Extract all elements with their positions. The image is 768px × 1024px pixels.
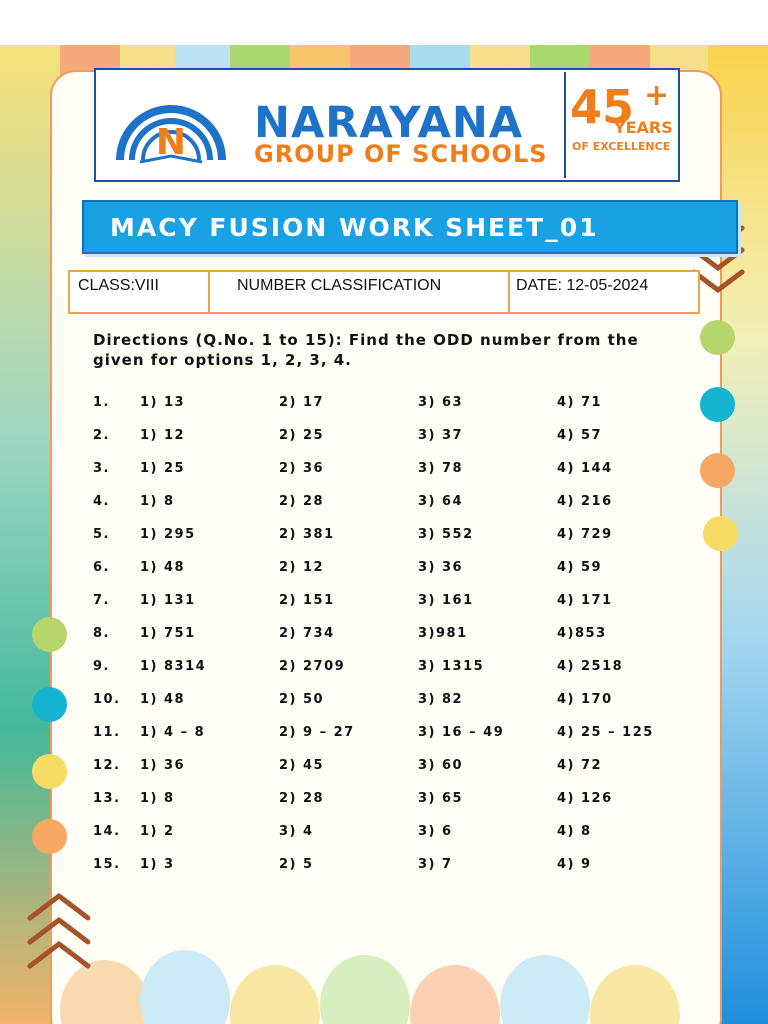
option-2: 2) 36: [279, 461, 325, 476]
option-1: 1) 8314: [140, 659, 207, 674]
brand-subtitle: GROUP OF SCHOOLS: [254, 140, 548, 168]
option-3: 3)981: [418, 626, 468, 641]
option-4: 4) 171: [557, 593, 613, 608]
option-4: 4) 25 – 125: [557, 725, 654, 740]
option-4: 4) 9: [557, 857, 592, 872]
option-3: 3) 1315: [418, 659, 485, 674]
option-2: 2) 9 – 27: [279, 725, 355, 740]
teal-dot: [32, 687, 67, 722]
option-3: 3) 161: [418, 593, 474, 608]
worksheet-title: MACY FUSION WORK SHEET_01: [110, 213, 599, 242]
option-3: 3) 78: [418, 461, 464, 476]
option-2: 2) 25: [279, 428, 325, 443]
question-number: 10.: [93, 692, 121, 707]
yellow-dot: [703, 516, 738, 551]
option-4: 4)853: [557, 626, 607, 641]
question-number: 1.: [93, 395, 110, 410]
option-4: 4) 144: [557, 461, 613, 476]
option-2: 3) 4: [279, 824, 314, 839]
option-1: 1) 48: [140, 692, 186, 707]
orange-dot: [32, 819, 67, 854]
option-4: 4) 59: [557, 560, 603, 575]
option-3: 3) 65: [418, 791, 464, 806]
badge-plus: +: [644, 78, 670, 113]
question-number: 12.: [93, 758, 121, 773]
narayana-logo-icon: [112, 84, 230, 164]
option-4: 4) 170: [557, 692, 613, 707]
svg-text:N: N: [155, 122, 187, 163]
option-4: 4) 57: [557, 428, 603, 443]
option-1: 1) 48: [140, 560, 186, 575]
option-4: 4) 729: [557, 527, 613, 542]
option-1: 1) 13: [140, 395, 186, 410]
question-number: 6.: [93, 560, 110, 575]
option-1: 1) 8: [140, 494, 175, 509]
option-4: 4) 216: [557, 494, 613, 509]
option-1: 1) 751: [140, 626, 196, 641]
header-divider: [564, 72, 566, 178]
yellow-dot: [32, 754, 67, 789]
question-number: 9.: [93, 659, 110, 674]
topic-cell: [210, 272, 510, 312]
option-2: 2) 50: [279, 692, 325, 707]
option-4: 4) 71: [557, 395, 603, 410]
option-2: 2) 17: [279, 395, 325, 410]
option-2: 2) 28: [279, 791, 325, 806]
option-3: 3) 6: [418, 824, 453, 839]
chevron-decoration-icon: [24, 888, 94, 978]
question-number: 15.: [93, 857, 121, 872]
option-4: 4) 8: [557, 824, 592, 839]
question-number: 4.: [93, 494, 110, 509]
option-1: 1) 295: [140, 527, 196, 542]
option-4: 4) 126: [557, 791, 613, 806]
green-dot: [700, 320, 735, 355]
option-3: 3) 64: [418, 494, 464, 509]
option-1: 1) 12: [140, 428, 186, 443]
question-number: 8.: [93, 626, 110, 641]
green-dot: [32, 617, 67, 652]
class-label: CLASS:VIII: [78, 277, 159, 294]
option-1: 1) 36: [140, 758, 186, 773]
option-1: 1) 25: [140, 461, 186, 476]
badge-years: YEARS: [614, 118, 673, 137]
badge-number: 45: [570, 80, 635, 134]
school-header: [94, 68, 680, 182]
option-3: 3) 63: [418, 395, 464, 410]
option-1: 1) 131: [140, 593, 196, 608]
date-cell: [510, 272, 698, 312]
option-3: 3) 37: [418, 428, 464, 443]
teal-dot: [700, 387, 735, 422]
option-2: 2) 12: [279, 560, 325, 575]
directions-text: Directions (Q.No. 1 to 15): Find the ODD number from the given for options 1, 2, 3, 4.: [93, 331, 639, 369]
question-number: 13.: [93, 791, 121, 806]
option-2: 2) 381: [279, 527, 335, 542]
badge-excellence: OF EXCELLENCE: [572, 140, 671, 153]
option-2: 2) 151: [279, 593, 335, 608]
class-cell: [70, 272, 210, 312]
topic-label: NUMBER CLASSIFICATION: [237, 277, 442, 294]
question-number: 7.: [93, 593, 110, 608]
option-4: 4) 72: [557, 758, 603, 773]
question-number: 2.: [93, 428, 110, 443]
orange-dot: [700, 453, 735, 488]
option-2: 2) 28: [279, 494, 325, 509]
option-1: 1) 3: [140, 857, 175, 872]
question-number: 11.: [93, 725, 121, 740]
option-3: 3) 36: [418, 560, 464, 575]
option-2: 2) 734: [279, 626, 335, 641]
question-number: 14.: [93, 824, 121, 839]
option-1: 1) 2: [140, 824, 175, 839]
anniversary-badge: [570, 78, 674, 164]
question-number: 3.: [93, 461, 110, 476]
option-2: 2) 45: [279, 758, 325, 773]
option-3: 3) 60: [418, 758, 464, 773]
question-number: 5.: [93, 527, 110, 542]
option-3: 3) 7: [418, 857, 453, 872]
option-3: 3) 82: [418, 692, 464, 707]
info-row: [68, 270, 700, 314]
option-2: 2) 2709: [279, 659, 346, 674]
option-2: 2) 5: [279, 857, 314, 872]
option-1: 1) 4 – 8: [140, 725, 206, 740]
option-3: 3) 16 – 49: [418, 725, 505, 740]
option-1: 1) 8: [140, 791, 175, 806]
brand-name: NARAYANA: [254, 98, 524, 148]
worksheet-title-bar: [82, 200, 738, 254]
option-3: 3) 552: [418, 527, 474, 542]
date-label: DATE: 12-05-2024: [516, 277, 649, 294]
option-4: 4) 2518: [557, 659, 624, 674]
